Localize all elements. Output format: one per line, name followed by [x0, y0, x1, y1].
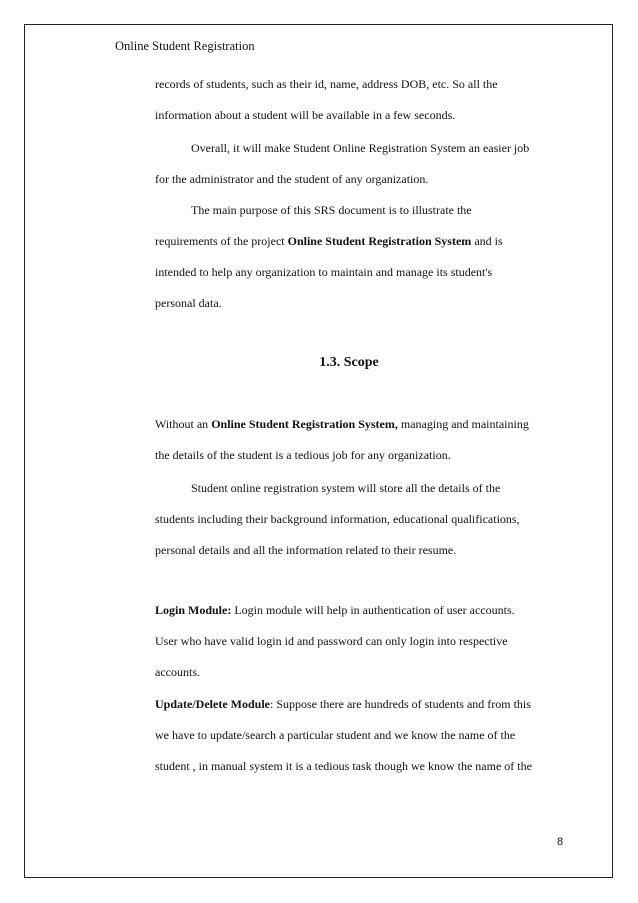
bold-text: Login Module:	[155, 603, 232, 617]
body-line: information about a student will be available in a few seconds.	[155, 108, 456, 122]
body-line: for the administrator and the student of any organization.	[155, 172, 429, 186]
body-line: Overall, it will make Student Online Registration System an easier job	[191, 141, 530, 155]
section-heading: 1.3. Scope	[319, 355, 379, 370]
body-line: student , in manual system it is a tedious task though we know the name of the	[155, 759, 532, 773]
page-number: 8	[557, 836, 564, 848]
bold-text: Online Student Registration System,	[211, 417, 398, 431]
body-line: records of students, such as their id, name, address DOB, etc. So all the	[155, 77, 498, 91]
body-line: students including their background information, educational qualifications,	[155, 512, 520, 526]
body-line: the details of the student is a tedious job for any organization.	[155, 448, 451, 462]
body-line: personal details and all the information related to their resume.	[155, 543, 457, 557]
text-run: Login module will help in authentication of user accounts.	[231, 603, 515, 617]
body-line: User who have valid login id and password can only login into respective	[155, 634, 508, 648]
body-line: Student online registration system will store all the details of the	[191, 481, 501, 495]
body-line	[155, 417, 529, 432]
body-line	[155, 697, 531, 712]
text-run: : Suppose there are hundreds of students and from this	[269, 697, 531, 711]
body-line: we have to update/search a particular student and we know the name of the	[155, 728, 516, 742]
body-line: The main purpose of this SRS document is to illustrate the	[191, 203, 472, 217]
body-line	[155, 234, 503, 249]
text-run: requirements of the project	[155, 234, 288, 248]
body-line: personal data.	[155, 296, 222, 310]
body-line	[155, 603, 515, 618]
text-run: and is	[471, 234, 503, 248]
bold-text: Update/Delete Module	[155, 697, 270, 711]
running-header: Online Student Registration	[115, 39, 255, 53]
text-run: Without an	[155, 417, 212, 431]
bold-text: Online Student Registration System	[287, 234, 472, 248]
body-line: accounts.	[155, 665, 200, 679]
text-run: managing and maintaining	[397, 417, 529, 431]
body-line: intended to help any organization to maintain and manage its student's	[155, 265, 493, 279]
